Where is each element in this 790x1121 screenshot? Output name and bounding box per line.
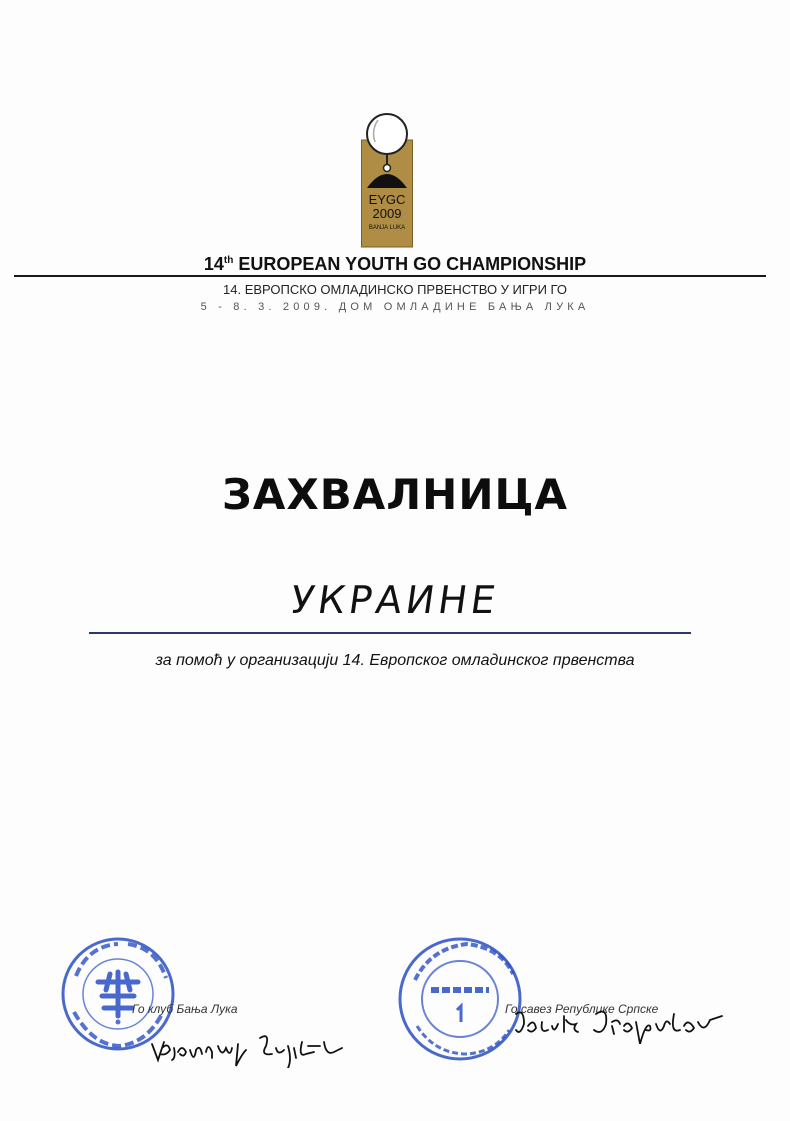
signature-left	[148, 1024, 348, 1068]
event-date-venue: 5 - 8. 3. 2009. ДОМ ОМЛАДИНЕ БАЊА ЛУКА	[200, 301, 590, 313]
certificate-purpose: за помоћ у организацији 14. Европског омладинског првенства	[155, 652, 635, 669]
logo-line2: 2009	[372, 206, 402, 221]
header-divider	[14, 275, 766, 277]
recipient-name: УКРАИНЕ	[287, 578, 503, 622]
certificate-heading: ЗАХВАЛНИЦА	[222, 470, 568, 519]
logo-line1: EYGC	[368, 192, 406, 207]
title-en-rest: EUROPEAN YOUTH GO CHAMPIONSHIP	[233, 254, 587, 274]
signature-right	[510, 1000, 726, 1044]
title-english	[0, 254, 790, 275]
title-en-sup: th	[223, 255, 234, 266]
eygc-logo	[361, 110, 413, 248]
signatory-left-label: Го клуб Бања Лука	[132, 1002, 238, 1016]
logo-line3: BANJA LUKA	[368, 225, 406, 231]
title-en-prefix: 14	[203, 254, 224, 274]
go-federation-stamp	[395, 934, 525, 1064]
signatory-right-label: Го савез Републике Српске	[505, 1002, 659, 1016]
recipient-underline	[89, 632, 691, 634]
title-serbian: 14. ЕВРОПСКО ОМЛАДИНСКО ПРВЕНСТВО У ИГРИ ГО	[223, 282, 567, 297]
